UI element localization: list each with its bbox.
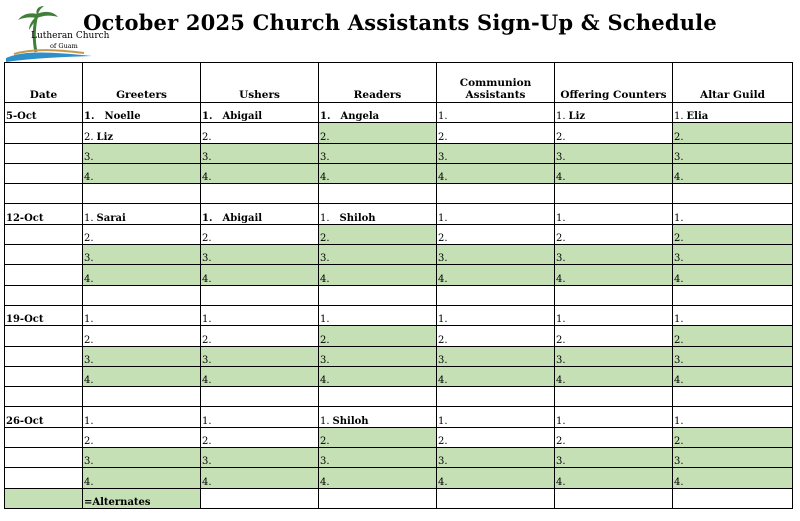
signup-cell[interactable]	[555, 204, 673, 224]
column-header: Ushers	[201, 63, 319, 103]
date-cell	[5, 305, 83, 325]
slot-number: 1.	[84, 111, 95, 123]
slot-row	[5, 245, 793, 265]
page-title: October 2025 Church Assistants Sign-Up & Schedule	[83, 10, 717, 35]
spacer-row	[5, 285, 793, 305]
slot-number: 2.	[674, 436, 684, 448]
slot-number: 3.	[84, 151, 94, 163]
spacer-cell	[673, 184, 793, 204]
spacer-cell	[201, 387, 319, 407]
slot-number: 4.	[674, 375, 684, 387]
signup-cell[interactable]	[319, 366, 437, 386]
slot-number: 3.	[438, 151, 448, 163]
slot-number: 1.	[556, 415, 566, 427]
date-cell	[5, 204, 83, 224]
slot-row	[5, 305, 793, 325]
date-cell	[5, 265, 83, 285]
signup-cell[interactable]	[555, 245, 673, 265]
signup-cell[interactable]	[319, 305, 437, 325]
slot-number: 3.	[202, 253, 212, 265]
date-cell	[5, 103, 83, 123]
slot-number: 2.	[674, 131, 684, 143]
signup-cell[interactable]	[673, 245, 793, 265]
signup-cell[interactable]	[673, 123, 793, 143]
legend-swatch	[5, 488, 83, 508]
slot-number: 1.	[674, 111, 684, 123]
volunteer-name: Angela	[340, 111, 380, 123]
signup-cell[interactable]	[83, 224, 201, 244]
slot-number: 1.	[84, 212, 94, 224]
signup-cell[interactable]	[83, 245, 201, 265]
slot-number: 3.	[556, 151, 566, 163]
signup-cell[interactable]	[319, 346, 437, 366]
slot-row	[5, 103, 793, 123]
slot-row	[5, 204, 793, 224]
signup-cell[interactable]	[437, 224, 555, 244]
slot-number: 4.	[556, 273, 566, 285]
signup-cell[interactable]	[319, 123, 437, 143]
slot-number: 2.	[84, 131, 94, 143]
signup-cell[interactable]	[437, 366, 555, 386]
date-cell	[5, 224, 83, 244]
signup-cell[interactable]	[437, 346, 555, 366]
slot-number: 2.	[320, 233, 330, 245]
signup-cell[interactable]	[83, 366, 201, 386]
signup-cell[interactable]	[673, 366, 793, 386]
date-cell	[5, 143, 83, 163]
signup-cell[interactable]	[83, 123, 201, 143]
date-cell	[5, 346, 83, 366]
slot-number: 1.	[320, 212, 330, 224]
slot-number: 4.	[438, 172, 448, 184]
slot-number: 4.	[202, 375, 212, 387]
signup-cell[interactable]	[437, 103, 555, 123]
slot-number: 4.	[674, 476, 684, 488]
schedule-table	[4, 62, 793, 509]
legend-label-cell	[83, 488, 201, 508]
slot-number: 4.	[320, 375, 330, 387]
slot-number: 2.	[556, 131, 566, 143]
signup-cell[interactable]	[319, 204, 437, 224]
date-label: 19-Oct	[6, 314, 44, 326]
slot-number: 3.	[674, 456, 684, 468]
slot-number: 1.	[674, 212, 684, 224]
spacer-cell	[5, 285, 83, 305]
signup-cell[interactable]	[673, 103, 793, 123]
slot-number: 3.	[438, 253, 448, 265]
legend-blank-cell	[201, 488, 319, 508]
slot-number: 4.	[438, 375, 448, 387]
spacer-cell	[555, 184, 673, 204]
signup-cell[interactable]	[201, 224, 319, 244]
slot-row	[5, 143, 793, 163]
slot-number: 1.	[84, 314, 94, 326]
slot-number: 3.	[84, 253, 94, 265]
signup-cell[interactable]	[437, 448, 555, 468]
slot-number: 1.	[202, 314, 212, 326]
slot-row	[5, 163, 793, 183]
slot-number: 1.	[438, 212, 448, 224]
slot-number: 4.	[674, 172, 684, 184]
spacer-cell	[673, 285, 793, 305]
slot-row	[5, 407, 793, 427]
slot-number: 3.	[84, 354, 94, 366]
date-label: 12-Oct	[6, 212, 44, 224]
slot-row	[5, 224, 793, 244]
slot-number: 2.	[202, 233, 212, 245]
signup-cell[interactable]	[201, 407, 319, 427]
slot-number: 2.	[556, 436, 566, 448]
date-cell	[5, 407, 83, 427]
slot-row	[5, 346, 793, 366]
date-cell	[5, 448, 83, 468]
slot-row	[5, 265, 793, 285]
slot-number: 1.	[556, 212, 566, 224]
slot-number: 3.	[320, 253, 330, 265]
slot-number: 1.	[84, 415, 94, 427]
signup-cell[interactable]	[437, 427, 555, 447]
signup-cell[interactable]	[201, 163, 319, 183]
slot-row	[5, 366, 793, 386]
signup-cell[interactable]	[319, 143, 437, 163]
spacer-cell	[319, 184, 437, 204]
slot-number: 4.	[674, 273, 684, 285]
legend-text: =Alternates	[84, 496, 151, 508]
signup-cell[interactable]	[673, 346, 793, 366]
signup-cell[interactable]	[437, 143, 555, 163]
signup-cell[interactable]	[673, 143, 793, 163]
slot-number: 3.	[202, 151, 212, 163]
signup-cell[interactable]	[437, 163, 555, 183]
slot-number: 4.	[84, 273, 94, 285]
slot-number: 1.	[320, 111, 331, 123]
slot-number: 3.	[202, 354, 212, 366]
signup-cell[interactable]	[673, 407, 793, 427]
slot-number: 3.	[320, 354, 330, 366]
signup-cell[interactable]	[201, 103, 319, 123]
signup-cell[interactable]	[319, 163, 437, 183]
spacer-cell	[555, 387, 673, 407]
spacer-cell	[319, 285, 437, 305]
logo-text-line1: Lutheran Church	[31, 31, 110, 41]
slot-number: 4.	[84, 476, 94, 488]
signup-cell[interactable]	[201, 326, 319, 346]
slot-row	[5, 468, 793, 488]
spacer-row	[5, 184, 793, 204]
slot-number: 2.	[84, 233, 94, 245]
signup-cell[interactable]	[555, 224, 673, 244]
slot-number: 3.	[674, 253, 684, 265]
slot-number: 2.	[674, 233, 684, 245]
signup-cell[interactable]	[319, 407, 437, 427]
slot-number: 2.	[320, 436, 330, 448]
legend-blank-cell	[437, 488, 555, 508]
date-cell	[5, 326, 83, 346]
slot-number: 3.	[438, 354, 448, 366]
signup-cell[interactable]	[319, 448, 437, 468]
slot-number: 3.	[320, 456, 330, 468]
signup-cell[interactable]	[555, 346, 673, 366]
signup-cell[interactable]	[437, 245, 555, 265]
slot-number: 2.	[84, 334, 94, 346]
date-cell	[5, 123, 83, 143]
date-cell	[5, 366, 83, 386]
signup-cell[interactable]	[201, 468, 319, 488]
volunteer-name: Sarai	[96, 212, 126, 224]
legend-row	[5, 488, 793, 508]
signup-cell[interactable]	[319, 427, 437, 447]
header-row	[5, 63, 793, 103]
volunteer-name: Abigail	[222, 111, 263, 123]
slot-number: 3.	[556, 253, 566, 265]
slot-number: 1.	[674, 415, 684, 427]
signup-cell[interactable]	[437, 326, 555, 346]
signup-cell[interactable]	[555, 427, 673, 447]
slot-number: 4.	[556, 476, 566, 488]
signup-cell[interactable]	[83, 448, 201, 468]
slot-number: 2.	[674, 334, 684, 346]
volunteer-name: Liz	[96, 131, 114, 143]
spacer-cell	[83, 184, 201, 204]
slot-number: 4.	[556, 172, 566, 184]
slot-number: 1.	[320, 415, 330, 427]
signup-cell[interactable]	[437, 265, 555, 285]
volunteer-name: Abigail	[222, 212, 263, 224]
slot-number: 1.	[674, 314, 684, 326]
signup-cell[interactable]	[201, 123, 319, 143]
spacer-cell	[5, 184, 83, 204]
slot-row	[5, 448, 793, 468]
signup-cell[interactable]	[83, 103, 201, 123]
signup-cell[interactable]	[673, 204, 793, 224]
slot-number: 1.	[438, 111, 448, 123]
volunteer-name: Elia	[686, 111, 709, 123]
slot-number: 3.	[320, 151, 330, 163]
spacer-cell	[201, 184, 319, 204]
slot-number: 2.	[556, 233, 566, 245]
signup-cell[interactable]	[319, 103, 437, 123]
signup-cell[interactable]	[437, 407, 555, 427]
volunteer-name: Noelle	[104, 111, 141, 123]
signup-cell[interactable]	[673, 265, 793, 285]
date-cell	[5, 468, 83, 488]
slot-number: 3.	[84, 456, 94, 468]
date-label: 5-Oct	[6, 111, 37, 123]
logo-text-line2: of Guam	[50, 42, 78, 50]
column-header: Altar Guild	[673, 63, 793, 103]
spacer-cell	[83, 285, 201, 305]
slot-number: 2.	[202, 334, 212, 346]
slot-number: 1.	[556, 314, 566, 326]
signup-cell[interactable]	[555, 326, 673, 346]
slot-number: 4.	[202, 172, 212, 184]
signup-cell[interactable]	[673, 305, 793, 325]
column-header: Offering Counters	[555, 63, 673, 103]
date-cell	[5, 245, 83, 265]
slot-number: 3.	[202, 456, 212, 468]
signup-cell[interactable]	[83, 163, 201, 183]
slot-number: 2.	[438, 233, 448, 245]
signup-cell[interactable]	[673, 224, 793, 244]
signup-cell[interactable]	[319, 326, 437, 346]
spacer-cell	[201, 285, 319, 305]
spacer-cell	[437, 184, 555, 204]
date-label: 26-Oct	[6, 415, 44, 427]
signup-cell[interactable]	[437, 123, 555, 143]
slot-number: 1.	[320, 314, 330, 326]
signup-cell[interactable]	[319, 224, 437, 244]
signup-cell[interactable]	[201, 143, 319, 163]
spacer-cell	[5, 387, 83, 407]
column-header: Readers	[319, 63, 437, 103]
signup-cell[interactable]	[555, 103, 673, 123]
signup-cell[interactable]	[201, 204, 319, 224]
signup-cell[interactable]	[555, 448, 673, 468]
slot-number: 4.	[84, 375, 94, 387]
signup-cell[interactable]	[83, 143, 201, 163]
slot-number: 4.	[202, 476, 212, 488]
slot-number: 3.	[556, 456, 566, 468]
column-header: Date	[5, 63, 83, 103]
slot-number: 3.	[556, 354, 566, 366]
slot-number: 4.	[556, 375, 566, 387]
signup-cell[interactable]	[83, 427, 201, 447]
volunteer-name: Shiloh	[332, 415, 369, 427]
signup-cell[interactable]	[201, 366, 319, 386]
signup-cell[interactable]	[201, 448, 319, 468]
slot-number: 4.	[202, 273, 212, 285]
signup-cell[interactable]	[83, 204, 201, 224]
spacer-cell	[555, 285, 673, 305]
signup-cell[interactable]	[673, 427, 793, 447]
signup-cell[interactable]	[437, 468, 555, 488]
signup-cell[interactable]	[319, 468, 437, 488]
slot-row	[5, 123, 793, 143]
signup-cell[interactable]	[83, 265, 201, 285]
signup-cell[interactable]	[555, 265, 673, 285]
legend-blank-cell	[555, 488, 673, 508]
slot-number: 2.	[202, 436, 212, 448]
slot-number: 3.	[438, 456, 448, 468]
volunteer-name: Shiloh	[339, 212, 376, 224]
signup-cell[interactable]	[83, 346, 201, 366]
slot-number: 4.	[320, 476, 330, 488]
slot-number: 1.	[556, 111, 566, 123]
slot-number: 2.	[438, 436, 448, 448]
slot-number: 1.	[438, 415, 448, 427]
signup-cell[interactable]	[83, 407, 201, 427]
date-cell	[5, 163, 83, 183]
signup-cell[interactable]	[437, 305, 555, 325]
signup-cell[interactable]	[555, 123, 673, 143]
signup-cell[interactable]	[555, 407, 673, 427]
slot-number: 1.	[202, 415, 212, 427]
signup-cell[interactable]	[437, 204, 555, 224]
slot-number: 3.	[674, 354, 684, 366]
slot-number: 2.	[84, 436, 94, 448]
date-cell	[5, 427, 83, 447]
signup-cell[interactable]	[555, 468, 673, 488]
signup-cell[interactable]	[555, 163, 673, 183]
volunteer-name: Liz	[568, 111, 586, 123]
slot-number: 4.	[84, 172, 94, 184]
signup-cell[interactable]	[201, 265, 319, 285]
signup-cell[interactable]	[673, 163, 793, 183]
signup-cell[interactable]	[201, 346, 319, 366]
slot-number: 4.	[438, 273, 448, 285]
signup-cell[interactable]	[555, 305, 673, 325]
signup-cell[interactable]	[555, 366, 673, 386]
signup-cell[interactable]	[201, 427, 319, 447]
spacer-cell	[319, 387, 437, 407]
legend-blank-cell	[319, 488, 437, 508]
spacer-row	[5, 387, 793, 407]
signup-cell[interactable]	[673, 448, 793, 468]
signup-cell[interactable]	[83, 305, 201, 325]
slot-number: 4.	[438, 476, 448, 488]
slot-number: 4.	[320, 273, 330, 285]
signup-cell[interactable]	[673, 468, 793, 488]
column-header: Greeters	[83, 63, 201, 103]
slot-row	[5, 326, 793, 346]
signup-cell[interactable]	[83, 468, 201, 488]
slot-number: 2.	[320, 131, 330, 143]
signup-cell[interactable]	[555, 143, 673, 163]
spacer-cell	[673, 387, 793, 407]
slot-number: 2.	[438, 131, 448, 143]
slot-number: 1.	[438, 314, 448, 326]
slot-number: 2.	[556, 334, 566, 346]
signup-cell[interactable]	[201, 245, 319, 265]
signup-cell[interactable]	[83, 326, 201, 346]
column-header: Communion Assistants	[437, 63, 555, 103]
slot-number: 1.	[202, 212, 213, 224]
slot-number: 1.	[202, 111, 213, 123]
slot-number: 2.	[320, 334, 330, 346]
signup-cell[interactable]	[201, 305, 319, 325]
spacer-cell	[437, 387, 555, 407]
signup-cell[interactable]	[673, 326, 793, 346]
signup-cell[interactable]	[319, 265, 437, 285]
legend-blank-cell	[673, 488, 793, 508]
slot-number: 2.	[202, 131, 212, 143]
spacer-cell	[83, 387, 201, 407]
slot-number: 3.	[674, 151, 684, 163]
spacer-cell	[437, 285, 555, 305]
slot-number: 4.	[320, 172, 330, 184]
slot-number: 2.	[438, 334, 448, 346]
slot-row	[5, 427, 793, 447]
signup-cell[interactable]	[319, 245, 437, 265]
